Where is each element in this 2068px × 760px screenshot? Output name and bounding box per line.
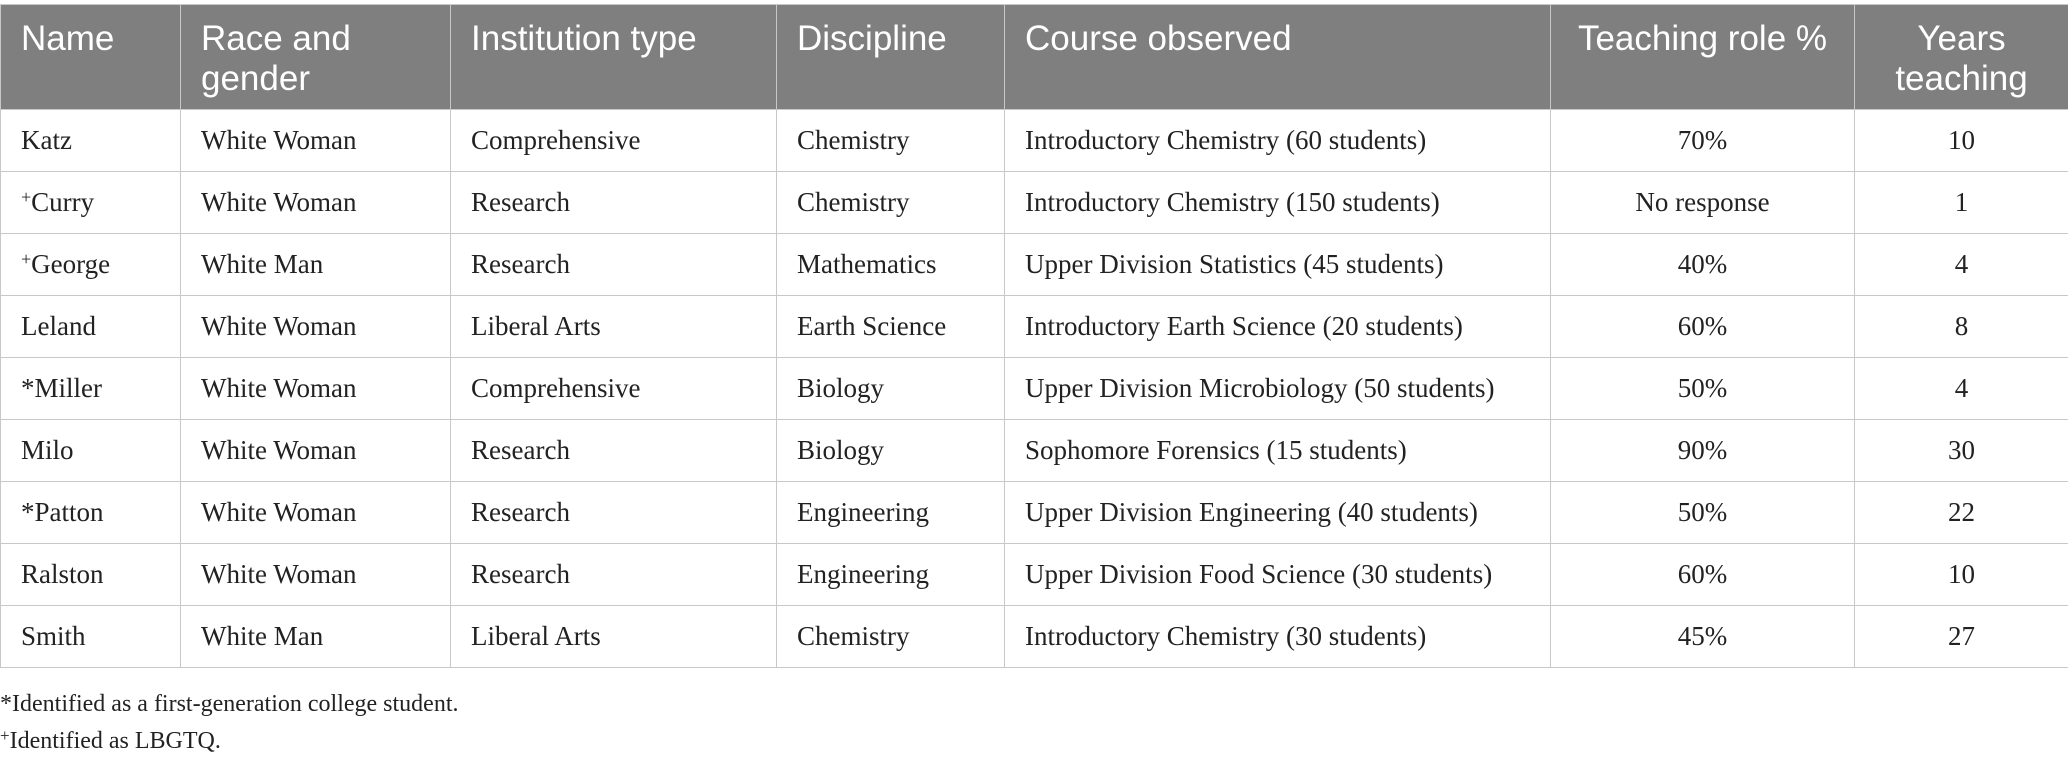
cell-discipline: Chemistry xyxy=(777,172,1005,234)
cell-course-observed: Introductory Chemistry (150 students) xyxy=(1005,172,1551,234)
cell-institution-type: Research xyxy=(451,482,777,544)
cell-race-gender: White Woman xyxy=(181,110,451,172)
cell-name xyxy=(1,110,181,172)
cell-course-observed: Introductory Chemistry (60 students) xyxy=(1005,110,1551,172)
cell-name xyxy=(1,358,181,420)
header-course-observed: Course observed xyxy=(1005,5,1551,110)
cell-institution-type: Research xyxy=(451,234,777,296)
cell-discipline: Biology xyxy=(777,358,1005,420)
header-discipline: Discipline xyxy=(777,5,1005,110)
cell-course-observed: Upper Division Microbiology (50 students) xyxy=(1005,358,1551,420)
footnote-text: Identified as LBGTQ. xyxy=(10,728,221,754)
cell-years-teaching: 27 xyxy=(1855,606,2068,668)
cell-discipline: Mathematics xyxy=(777,234,1005,296)
table-header xyxy=(1,5,2068,110)
table-row xyxy=(1,296,2068,358)
table-row xyxy=(1,358,2068,420)
table-row xyxy=(1,234,2068,296)
name-text: Ralston xyxy=(21,559,104,589)
name-mark: + xyxy=(21,249,31,269)
name-text: *Miller xyxy=(21,373,102,403)
name-text: *Patton xyxy=(21,497,104,527)
data-table xyxy=(0,4,2068,668)
data-table-container xyxy=(0,4,2068,668)
table-row xyxy=(1,482,2068,544)
cell-race-gender: White Woman xyxy=(181,172,451,234)
cell-teaching-role: 40% xyxy=(1551,234,1855,296)
cell-years-teaching: 1 xyxy=(1855,172,2068,234)
cell-race-gender: White Woman xyxy=(181,296,451,358)
footnote-first-generation xyxy=(0,680,459,717)
cell-institution-type: Comprehensive xyxy=(451,110,777,172)
cell-race-gender: White Woman xyxy=(181,358,451,420)
table-row xyxy=(1,172,2068,234)
header-row xyxy=(1,5,2068,110)
cell-course-observed: Upper Division Engineering (40 students) xyxy=(1005,482,1551,544)
cell-teaching-role: 60% xyxy=(1551,544,1855,606)
header-race-gender: Race and gender xyxy=(181,5,451,110)
footnote-lbgtq xyxy=(0,717,459,754)
table-row xyxy=(1,544,2068,606)
cell-institution-type: Research xyxy=(451,172,777,234)
cell-name xyxy=(1,296,181,358)
footnote-text: *Identified as a first-generation college student. xyxy=(0,691,459,717)
name-text: George xyxy=(31,249,110,279)
cell-race-gender: White Woman xyxy=(181,544,451,606)
cell-course-observed: Introductory Earth Science (20 students) xyxy=(1005,296,1551,358)
cell-years-teaching: 4 xyxy=(1855,234,2068,296)
cell-institution-type: Liberal Arts xyxy=(451,296,777,358)
cell-course-observed: Upper Division Food Science (30 students) xyxy=(1005,544,1551,606)
cell-years-teaching: 10 xyxy=(1855,544,2068,606)
cell-discipline: Biology xyxy=(777,420,1005,482)
name-text: Curry xyxy=(31,187,94,217)
cell-name xyxy=(1,606,181,668)
cell-institution-type: Research xyxy=(451,544,777,606)
footnotes xyxy=(0,680,459,754)
cell-institution-type: Comprehensive xyxy=(451,358,777,420)
cell-teaching-role: 70% xyxy=(1551,110,1855,172)
footnote-mark: + xyxy=(0,726,10,745)
cell-teaching-role: 50% xyxy=(1551,358,1855,420)
header-teaching-role: Teaching role % xyxy=(1551,5,1855,110)
cell-discipline: Chemistry xyxy=(777,606,1005,668)
cell-years-teaching: 30 xyxy=(1855,420,2068,482)
cell-course-observed: Sophomore Forensics (15 students) xyxy=(1005,420,1551,482)
cell-discipline: Earth Science xyxy=(777,296,1005,358)
cell-discipline: Engineering xyxy=(777,544,1005,606)
cell-teaching-role: 60% xyxy=(1551,296,1855,358)
cell-years-teaching: 4 xyxy=(1855,358,2068,420)
name-text: Milo xyxy=(21,435,74,465)
cell-name xyxy=(1,172,181,234)
name-text: Leland xyxy=(21,311,96,341)
cell-course-observed: Introductory Chemistry (30 students) xyxy=(1005,606,1551,668)
cell-name xyxy=(1,234,181,296)
cell-race-gender: White Woman xyxy=(181,420,451,482)
cell-name xyxy=(1,544,181,606)
cell-name xyxy=(1,482,181,544)
name-mark: + xyxy=(21,187,31,207)
table-row xyxy=(1,606,2068,668)
header-years-teaching: Years teaching xyxy=(1855,5,2068,110)
cell-teaching-role: No response xyxy=(1551,172,1855,234)
header-name: Name xyxy=(1,5,181,110)
cell-race-gender: White Man xyxy=(181,234,451,296)
table-body xyxy=(1,110,2068,668)
header-institution-type: Institution type xyxy=(451,5,777,110)
cell-years-teaching: 22 xyxy=(1855,482,2068,544)
cell-institution-type: Research xyxy=(451,420,777,482)
name-text: Smith xyxy=(21,621,86,651)
cell-institution-type: Liberal Arts xyxy=(451,606,777,668)
cell-name xyxy=(1,420,181,482)
cell-teaching-role: 90% xyxy=(1551,420,1855,482)
cell-teaching-role: 45% xyxy=(1551,606,1855,668)
table-row xyxy=(1,110,2068,172)
cell-years-teaching: 8 xyxy=(1855,296,2068,358)
cell-discipline: Chemistry xyxy=(777,110,1005,172)
cell-teaching-role: 50% xyxy=(1551,482,1855,544)
cell-course-observed: Upper Division Statistics (45 students) xyxy=(1005,234,1551,296)
cell-race-gender: White Man xyxy=(181,606,451,668)
table-row xyxy=(1,420,2068,482)
cell-years-teaching: 10 xyxy=(1855,110,2068,172)
cell-discipline: Engineering xyxy=(777,482,1005,544)
name-text: Katz xyxy=(21,125,72,155)
cell-race-gender: White Woman xyxy=(181,482,451,544)
